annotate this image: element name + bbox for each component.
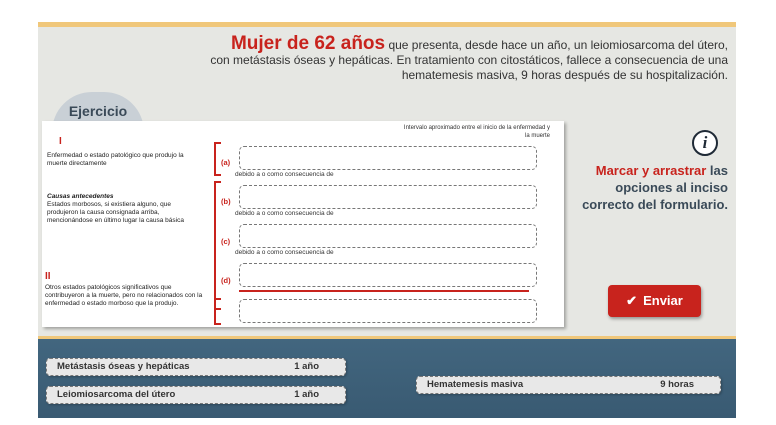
option-label: Leiomiosarcoma del útero [57, 389, 176, 400]
send-label: Enviar [643, 293, 683, 308]
consequence-label-b: debido a o como consecuencia de [235, 210, 334, 217]
instructions [578, 162, 728, 213]
drop-zone-a[interactable] [239, 146, 537, 170]
option-duration: 1 año [294, 361, 319, 372]
case-text-line1: que presenta, desde hace un año, un leiomiosarcoma del útero, [385, 38, 728, 52]
consequence-label-a: debido a o como consecuencia de [235, 171, 334, 178]
checkmark-icon: ✔ [626, 293, 638, 308]
letter-c: (c) [221, 237, 231, 246]
section-i-description: Enfermedad o estado patológico que produjo la muerte directamente [47, 152, 184, 167]
drop-zone-b[interactable] [239, 185, 537, 209]
drop-zone-d[interactable] [239, 263, 537, 287]
section-i-label: I [59, 136, 62, 147]
separator-line [239, 290, 529, 292]
send-button[interactable] [608, 285, 701, 317]
instructions-text: las opciones al inciso correcto del formulario. [582, 163, 728, 212]
exercise-frame [38, 22, 736, 418]
option-metastasis[interactable] [46, 358, 346, 376]
causes-block [47, 193, 187, 225]
section-ii-label: II [45, 271, 51, 282]
option-hematemesis[interactable] [416, 376, 721, 394]
section-ii-description: Otros estados patológicos significativos que contribuyeron a la muerte, pero no relacionados con la enfermedad o estado morboso que la produjo. [45, 284, 203, 307]
letter-d: (d) [221, 276, 231, 285]
drop-zone-ii[interactable] [239, 299, 537, 323]
interval-header: Intervalo aproximado entre el inicio de la enfermedad y la muerte [403, 125, 550, 139]
exercise-tab: Ejercicio [52, 92, 144, 132]
option-duration: 1 año [294, 389, 319, 400]
bracket-bcd [214, 181, 221, 310]
case-text-line2: con metástasis óseas y hepáticas. En tratamiento con citostáticos, fallece a consecuencia de una [210, 53, 728, 67]
letter-a: (a) [221, 158, 231, 167]
death-certificate-form [42, 121, 564, 327]
bracket-ii [214, 298, 221, 325]
case-description [188, 33, 728, 83]
consequence-label-c: debido a o como consecuencia de [235, 249, 334, 256]
drop-zone-c[interactable] [239, 224, 537, 248]
instructions-highlight: Marcar y arrastrar [595, 163, 707, 178]
letter-b: (b) [221, 197, 231, 206]
option-label: Metástasis óseas y hepáticas [57, 361, 190, 372]
option-duration: 9 horas [660, 379, 694, 390]
bracket-a [214, 142, 221, 176]
options-panel [38, 336, 736, 418]
top-accent-bar [38, 22, 736, 27]
option-label: Hematemesis masiva [427, 379, 524, 390]
info-icon[interactable]: i [692, 130, 718, 156]
causes-title: Causas antecedentes [47, 193, 114, 200]
causes-description: Estados morbosos, si existiera alguno, que produjeron la causa consignada arriba, mencionándose en último lugar la causa básica [47, 201, 184, 224]
case-text-line3: hematemesis masiva, 9 horas después de su hospitalización. [401, 68, 728, 82]
option-leiomyosarcoma[interactable] [46, 386, 346, 404]
case-title: Mujer de 62 años [230, 33, 386, 54]
